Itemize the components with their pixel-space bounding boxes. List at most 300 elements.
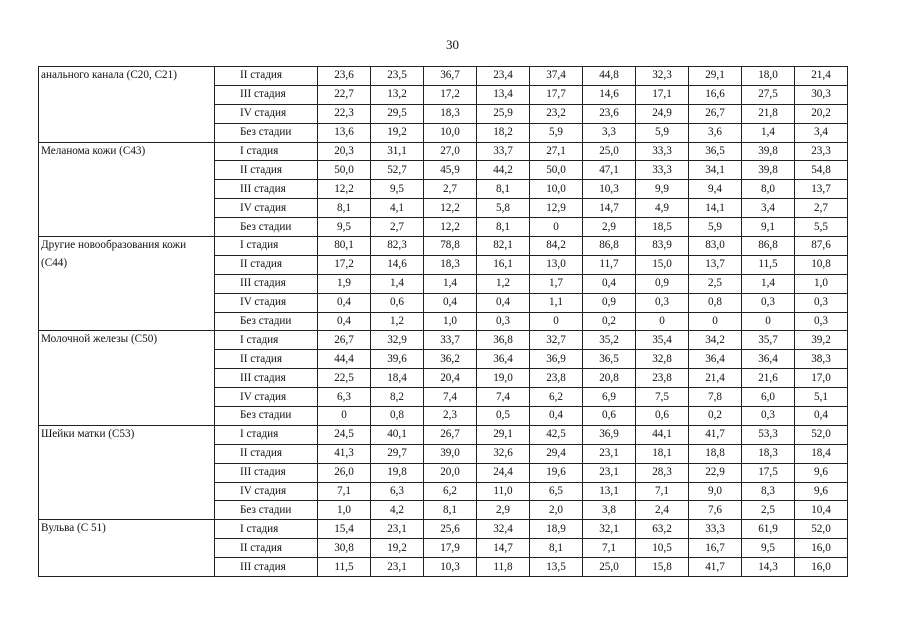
value-cell: 14,1 [689, 199, 742, 218]
value-cell: 32,9 [371, 331, 424, 350]
value-cell: 32,7 [530, 331, 583, 350]
value-cell: 0,8 [371, 407, 424, 426]
value-cell: 32,3 [636, 67, 689, 86]
value-cell: 19,8 [371, 463, 424, 482]
stage-cell: Без стадии [215, 123, 318, 142]
value-cell: 1,4 [371, 274, 424, 293]
value-cell: 13,6 [318, 123, 371, 142]
value-cell: 29,5 [371, 104, 424, 123]
value-cell: 23,6 [318, 67, 371, 86]
value-cell: 0,4 [583, 274, 636, 293]
value-cell: 11,5 [318, 558, 371, 577]
value-cell: 1,9 [318, 274, 371, 293]
value-cell: 11,5 [742, 255, 795, 274]
value-cell: 7,1 [583, 539, 636, 558]
value-cell: 20,2 [795, 104, 848, 123]
value-cell: 22,5 [318, 369, 371, 388]
value-cell: 22,9 [689, 463, 742, 482]
value-cell: 26,7 [689, 104, 742, 123]
value-cell: 80,1 [318, 237, 371, 256]
site-cell: Молочной железы (C50) [39, 331, 215, 425]
value-cell: 0 [742, 312, 795, 331]
value-cell: 84,2 [530, 237, 583, 256]
value-cell: 16,6 [689, 85, 742, 104]
stage-cell: I стадия [215, 142, 318, 161]
value-cell: 0,4 [477, 293, 530, 312]
value-cell: 6,9 [583, 388, 636, 407]
value-cell: 45,9 [424, 161, 477, 180]
value-cell: 0,2 [583, 312, 636, 331]
stage-cell: II стадия [215, 67, 318, 86]
value-cell: 0,4 [424, 293, 477, 312]
value-cell: 35,4 [636, 331, 689, 350]
value-cell: 36,9 [530, 350, 583, 369]
value-cell: 18,4 [795, 444, 848, 463]
table-row [39, 425, 848, 444]
value-cell: 1,4 [424, 274, 477, 293]
value-cell: 25,0 [583, 558, 636, 577]
value-cell: 8,1 [477, 180, 530, 199]
value-cell: 2,9 [477, 501, 530, 520]
value-cell: 5,8 [477, 199, 530, 218]
value-cell: 47,1 [583, 161, 636, 180]
value-cell: 9,4 [689, 180, 742, 199]
site-cell: анального канала (C20, C21) [39, 67, 215, 143]
value-cell: 23,1 [583, 463, 636, 482]
value-cell: 86,8 [583, 237, 636, 256]
value-cell: 0,9 [636, 274, 689, 293]
table-row [39, 331, 848, 350]
value-cell: 52,7 [371, 161, 424, 180]
value-cell: 3,3 [583, 123, 636, 142]
value-cell: 82,3 [371, 237, 424, 256]
value-cell: 10,5 [636, 539, 689, 558]
stage-cell: III стадия [215, 369, 318, 388]
value-cell: 5,9 [530, 123, 583, 142]
value-cell: 0,4 [318, 293, 371, 312]
value-cell: 18,2 [477, 123, 530, 142]
value-cell: 13,5 [530, 558, 583, 577]
value-cell: 33,3 [689, 520, 742, 539]
value-cell: 29,7 [371, 444, 424, 463]
value-cell: 9,1 [742, 218, 795, 237]
value-cell: 23,6 [583, 104, 636, 123]
value-cell: 39,0 [424, 444, 477, 463]
value-cell: 2,3 [424, 407, 477, 426]
value-cell: 29,1 [477, 425, 530, 444]
value-cell: 6,2 [424, 482, 477, 501]
value-cell: 3,6 [689, 123, 742, 142]
stage-cell: I стадия [215, 425, 318, 444]
value-cell: 12,9 [530, 199, 583, 218]
value-cell: 8,1 [477, 218, 530, 237]
value-cell: 0,5 [477, 407, 530, 426]
value-cell: 2,7 [371, 218, 424, 237]
site-cell: Шейки матки (C53) [39, 425, 215, 519]
value-cell: 7,1 [318, 482, 371, 501]
value-cell: 63,2 [636, 520, 689, 539]
value-cell: 9,6 [795, 463, 848, 482]
value-cell: 24,5 [318, 425, 371, 444]
value-cell: 8,2 [371, 388, 424, 407]
value-cell: 2,5 [689, 274, 742, 293]
value-cell: 44,2 [477, 161, 530, 180]
site-cell: Вульва (C 51) [39, 520, 215, 577]
value-cell: 41,7 [689, 558, 742, 577]
value-cell: 23,5 [371, 67, 424, 86]
value-cell: 23,1 [371, 558, 424, 577]
value-cell: 36,4 [742, 350, 795, 369]
value-cell: 5,5 [795, 218, 848, 237]
value-cell: 0,6 [583, 407, 636, 426]
value-cell: 39,2 [795, 331, 848, 350]
value-cell: 20,8 [583, 369, 636, 388]
value-cell: 18,3 [424, 104, 477, 123]
stage-cell: III стадия [215, 85, 318, 104]
value-cell: 9,5 [742, 539, 795, 558]
value-cell: 10,3 [424, 558, 477, 577]
value-cell: 15,4 [318, 520, 371, 539]
stage-cell: II стадия [215, 350, 318, 369]
value-cell: 6,2 [530, 388, 583, 407]
value-cell: 7,1 [636, 482, 689, 501]
value-cell: 24,4 [477, 463, 530, 482]
stage-cell: II стадия [215, 161, 318, 180]
site-cell: Другие новообразования кожи (C44) [39, 237, 215, 331]
value-cell: 23,4 [477, 67, 530, 86]
value-cell: 4,2 [371, 501, 424, 520]
value-cell: 0,4 [795, 407, 848, 426]
value-cell: 86,8 [742, 237, 795, 256]
value-cell: 19,2 [371, 123, 424, 142]
value-cell: 12,2 [424, 199, 477, 218]
value-cell: 0,9 [583, 293, 636, 312]
value-cell: 41,3 [318, 444, 371, 463]
value-cell: 36,4 [689, 350, 742, 369]
value-cell: 6,3 [371, 482, 424, 501]
value-cell: 33,3 [636, 161, 689, 180]
value-cell: 7,4 [477, 388, 530, 407]
value-cell: 39,8 [742, 161, 795, 180]
value-cell: 15,0 [636, 255, 689, 274]
value-cell: 13,0 [530, 255, 583, 274]
value-cell: 0,3 [795, 312, 848, 331]
value-cell: 27,0 [424, 142, 477, 161]
value-cell: 28,3 [636, 463, 689, 482]
value-cell: 53,3 [742, 425, 795, 444]
value-cell: 16,0 [795, 539, 848, 558]
value-cell: 61,9 [742, 520, 795, 539]
value-cell: 1,2 [477, 274, 530, 293]
value-cell: 26,7 [318, 331, 371, 350]
value-cell: 7,5 [636, 388, 689, 407]
value-cell: 23,8 [636, 369, 689, 388]
value-cell: 17,0 [795, 369, 848, 388]
value-cell: 17,2 [424, 85, 477, 104]
value-cell: 32,4 [477, 520, 530, 539]
value-cell: 11,0 [477, 482, 530, 501]
value-cell: 14,7 [477, 539, 530, 558]
value-cell: 36,5 [583, 350, 636, 369]
value-cell: 0 [689, 312, 742, 331]
value-cell: 17,1 [636, 85, 689, 104]
value-cell: 30,8 [318, 539, 371, 558]
value-cell: 26,7 [424, 425, 477, 444]
value-cell: 2,9 [583, 218, 636, 237]
value-cell: 10,0 [530, 180, 583, 199]
value-cell: 10,8 [795, 255, 848, 274]
value-cell: 18,3 [424, 255, 477, 274]
value-cell: 0,8 [689, 293, 742, 312]
value-cell: 32,8 [636, 350, 689, 369]
stage-cell: III стадия [215, 558, 318, 577]
value-cell: 16,1 [477, 255, 530, 274]
value-cell: 10,4 [795, 501, 848, 520]
value-cell: 27,1 [530, 142, 583, 161]
value-cell: 1,1 [530, 293, 583, 312]
value-cell: 83,0 [689, 237, 742, 256]
value-cell: 1,0 [424, 312, 477, 331]
value-cell: 27,5 [742, 85, 795, 104]
stage-cell: IV стадия [215, 104, 318, 123]
value-cell: 18,4 [371, 369, 424, 388]
value-cell: 9,9 [636, 180, 689, 199]
value-cell: 36,8 [477, 331, 530, 350]
value-cell: 5,9 [636, 123, 689, 142]
stage-cell: I стадия [215, 331, 318, 350]
stage-cell: III стадия [215, 274, 318, 293]
value-cell: 10,0 [424, 123, 477, 142]
value-cell: 31,1 [371, 142, 424, 161]
value-cell: 0,3 [636, 293, 689, 312]
value-cell: 21,6 [742, 369, 795, 388]
value-cell: 3,8 [583, 501, 636, 520]
value-cell: 23,1 [371, 520, 424, 539]
value-cell: 2,7 [424, 180, 477, 199]
value-cell: 32,6 [477, 444, 530, 463]
value-cell: 9,0 [689, 482, 742, 501]
value-cell: 39,8 [742, 142, 795, 161]
table-row [39, 67, 848, 86]
stage-cell: IV стадия [215, 199, 318, 218]
value-cell: 5,9 [689, 218, 742, 237]
value-cell: 0,3 [742, 293, 795, 312]
value-cell: 1,4 [742, 123, 795, 142]
table-body [39, 67, 848, 577]
value-cell: 7,8 [689, 388, 742, 407]
value-cell: 29,4 [530, 444, 583, 463]
value-cell: 14,3 [742, 558, 795, 577]
value-cell: 22,7 [318, 85, 371, 104]
value-cell: 9,5 [371, 180, 424, 199]
value-cell: 0,2 [689, 407, 742, 426]
value-cell: 1,2 [371, 312, 424, 331]
value-cell: 39,6 [371, 350, 424, 369]
value-cell: 82,1 [477, 237, 530, 256]
value-cell: 18,3 [742, 444, 795, 463]
value-cell: 2,7 [795, 199, 848, 218]
value-cell: 0 [530, 312, 583, 331]
value-cell: 36,7 [424, 67, 477, 86]
value-cell: 12,2 [318, 180, 371, 199]
value-cell: 2,0 [530, 501, 583, 520]
value-cell: 14,6 [371, 255, 424, 274]
value-cell: 36,2 [424, 350, 477, 369]
value-cell: 0 [530, 218, 583, 237]
value-cell: 21,4 [689, 369, 742, 388]
stage-cell: IV стадия [215, 388, 318, 407]
value-cell: 36,4 [477, 350, 530, 369]
value-cell: 17,2 [318, 255, 371, 274]
stage-cell: I стадия [215, 520, 318, 539]
value-cell: 19,6 [530, 463, 583, 482]
value-cell: 17,5 [742, 463, 795, 482]
value-cell: 8,1 [318, 199, 371, 218]
table-row [39, 142, 848, 161]
stage-cell: II стадия [215, 444, 318, 463]
value-cell: 7,4 [424, 388, 477, 407]
value-cell: 33,7 [477, 142, 530, 161]
value-cell: 8,1 [424, 501, 477, 520]
value-cell: 21,8 [742, 104, 795, 123]
value-cell: 33,7 [424, 331, 477, 350]
value-cell: 17,7 [530, 85, 583, 104]
value-cell: 33,3 [636, 142, 689, 161]
value-cell: 44,1 [636, 425, 689, 444]
value-cell: 3,4 [742, 199, 795, 218]
value-cell: 14,6 [583, 85, 636, 104]
stage-distribution-table [38, 66, 848, 577]
stage-cell: Без стадии [215, 501, 318, 520]
value-cell: 2,5 [742, 501, 795, 520]
value-cell: 26,0 [318, 463, 371, 482]
value-cell: 8,3 [742, 482, 795, 501]
value-cell: 23,2 [530, 104, 583, 123]
value-cell: 52,0 [795, 425, 848, 444]
value-cell: 34,1 [689, 161, 742, 180]
value-cell: 19,0 [477, 369, 530, 388]
value-cell: 20,3 [318, 142, 371, 161]
value-cell: 36,9 [583, 425, 636, 444]
stage-cell: III стадия [215, 463, 318, 482]
page-number: 30 [446, 37, 459, 52]
table-row [39, 520, 848, 539]
value-cell: 25,0 [583, 142, 636, 161]
stage-cell: Без стадии [215, 312, 318, 331]
value-cell: 35,7 [742, 331, 795, 350]
site-cell: Меланома кожи (C43) [39, 142, 215, 236]
value-cell: 14,7 [583, 199, 636, 218]
value-cell: 13,7 [689, 255, 742, 274]
value-cell: 38,3 [795, 350, 848, 369]
value-cell: 87,6 [795, 237, 848, 256]
value-cell: 4,1 [371, 199, 424, 218]
stage-cell: I стадия [215, 237, 318, 256]
value-cell: 18,0 [742, 67, 795, 86]
value-cell: 1,4 [742, 274, 795, 293]
value-cell: 78,8 [424, 237, 477, 256]
value-cell: 35,2 [583, 331, 636, 350]
value-cell: 16,7 [689, 539, 742, 558]
value-cell: 23,1 [583, 444, 636, 463]
value-cell: 50,0 [530, 161, 583, 180]
value-cell: 13,1 [583, 482, 636, 501]
value-cell: 16,0 [795, 558, 848, 577]
value-cell: 24,9 [636, 104, 689, 123]
value-cell: 0,3 [477, 312, 530, 331]
value-cell: 2,4 [636, 501, 689, 520]
value-cell: 32,1 [583, 520, 636, 539]
value-cell: 13,7 [795, 180, 848, 199]
value-cell: 5,1 [795, 388, 848, 407]
value-cell: 25,6 [424, 520, 477, 539]
value-cell: 8,1 [530, 539, 583, 558]
value-cell: 10,3 [583, 180, 636, 199]
value-cell: 1,0 [318, 501, 371, 520]
value-cell: 9,6 [795, 482, 848, 501]
value-cell: 12,2 [424, 218, 477, 237]
value-cell: 8,0 [742, 180, 795, 199]
value-cell: 0 [636, 312, 689, 331]
value-cell: 0,6 [371, 293, 424, 312]
value-cell: 13,4 [477, 85, 530, 104]
value-cell: 1,0 [795, 274, 848, 293]
value-cell: 9,5 [318, 218, 371, 237]
stage-cell: III стадия [215, 180, 318, 199]
value-cell: 23,3 [795, 142, 848, 161]
value-cell: 0,3 [795, 293, 848, 312]
value-cell: 11,7 [583, 255, 636, 274]
value-cell: 11,8 [477, 558, 530, 577]
value-cell: 21,4 [795, 67, 848, 86]
stage-cell: Без стадии [215, 407, 318, 426]
value-cell: 18,8 [689, 444, 742, 463]
value-cell: 7,6 [689, 501, 742, 520]
table-row [39, 237, 848, 256]
value-cell: 0,4 [530, 407, 583, 426]
value-cell: 29,1 [689, 67, 742, 86]
value-cell: 44,8 [583, 67, 636, 86]
value-cell: 40,1 [371, 425, 424, 444]
value-cell: 18,1 [636, 444, 689, 463]
value-cell: 54,8 [795, 161, 848, 180]
value-cell: 52,0 [795, 520, 848, 539]
stage-cell: IV стадия [215, 482, 318, 501]
value-cell: 1,7 [530, 274, 583, 293]
value-cell: 42,5 [530, 425, 583, 444]
value-cell: 41,7 [689, 425, 742, 444]
value-cell: 30,3 [795, 85, 848, 104]
value-cell: 19,2 [371, 539, 424, 558]
value-cell: 3,4 [795, 123, 848, 142]
value-cell: 6,5 [530, 482, 583, 501]
value-cell: 0 [318, 407, 371, 426]
value-cell: 15,8 [636, 558, 689, 577]
value-cell: 36,5 [689, 142, 742, 161]
value-cell: 23,8 [530, 369, 583, 388]
value-cell: 0,4 [318, 312, 371, 331]
value-cell: 0,6 [636, 407, 689, 426]
value-cell: 17,9 [424, 539, 477, 558]
value-cell: 18,9 [530, 520, 583, 539]
value-cell: 20,4 [424, 369, 477, 388]
value-cell: 13,2 [371, 85, 424, 104]
stage-cell: II стадия [215, 539, 318, 558]
value-cell: 83,9 [636, 237, 689, 256]
value-cell: 20,0 [424, 463, 477, 482]
value-cell: 50,0 [318, 161, 371, 180]
value-cell: 44,4 [318, 350, 371, 369]
